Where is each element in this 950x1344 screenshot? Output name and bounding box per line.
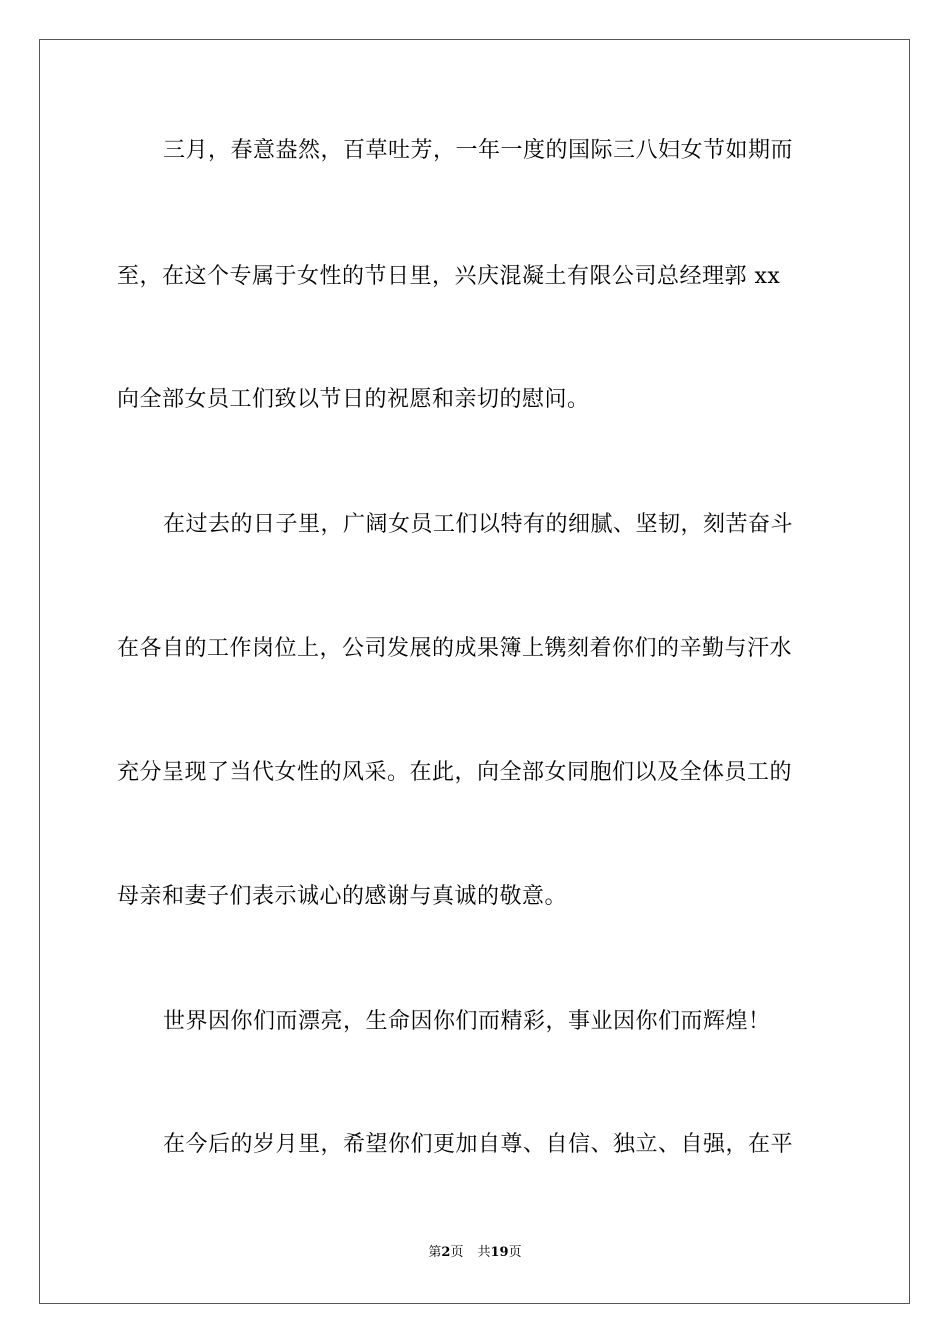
footer-page-prefix: 第 <box>428 1245 442 1260</box>
paragraph-3-line-1: 世界因你们而漂亮，生命因你们而精彩，事业因你们而辉煌！ <box>163 1009 771 1034</box>
footer-total-pages: 19 <box>490 1245 509 1260</box>
page-footer <box>0 1244 950 1262</box>
footer-total-suffix: 页 <box>508 1245 522 1260</box>
paragraph-2-line-1: 在过去的日子里，广阔女员工们以特有的细腻、坚韧，刻苦奋斗 <box>163 512 794 537</box>
footer-total-prefix: 共 <box>477 1245 491 1260</box>
footer-page-number: 2 <box>441 1245 451 1260</box>
paragraph-1-line-3: 向全部女员工们致以节日的祝愿和亲切的慰问。 <box>117 387 590 412</box>
paragraph-2-line-2: 在各自的工作岗位上，公司发展的成果簿上镌刻着你们的辛勤与汗水 <box>117 636 793 661</box>
paragraph-2-line-3: 充分呈现了当代女性的风采。在此，向全部女同胞们以及全体员工的 <box>117 760 793 785</box>
page-border <box>39 39 910 1304</box>
paragraph-2-line-4: 母亲和妻子们表示诚心的感谢与真诚的敬意。 <box>117 884 568 909</box>
paragraph-1-line-1: 三月，春意盎然，百草吐芳，一年一度的国际三八妇女节如期而 <box>163 138 794 163</box>
footer-page-suffix: 页 <box>450 1245 464 1260</box>
paragraph-1-line-2: 至，在这个专属于女性的节日里，兴庆混凝土有限公司总经理郭 xx <box>117 264 781 289</box>
paragraph-4-line-1: 在今后的岁月里，希望你们更加自尊、自信、独立、自强，在平 <box>163 1132 794 1157</box>
